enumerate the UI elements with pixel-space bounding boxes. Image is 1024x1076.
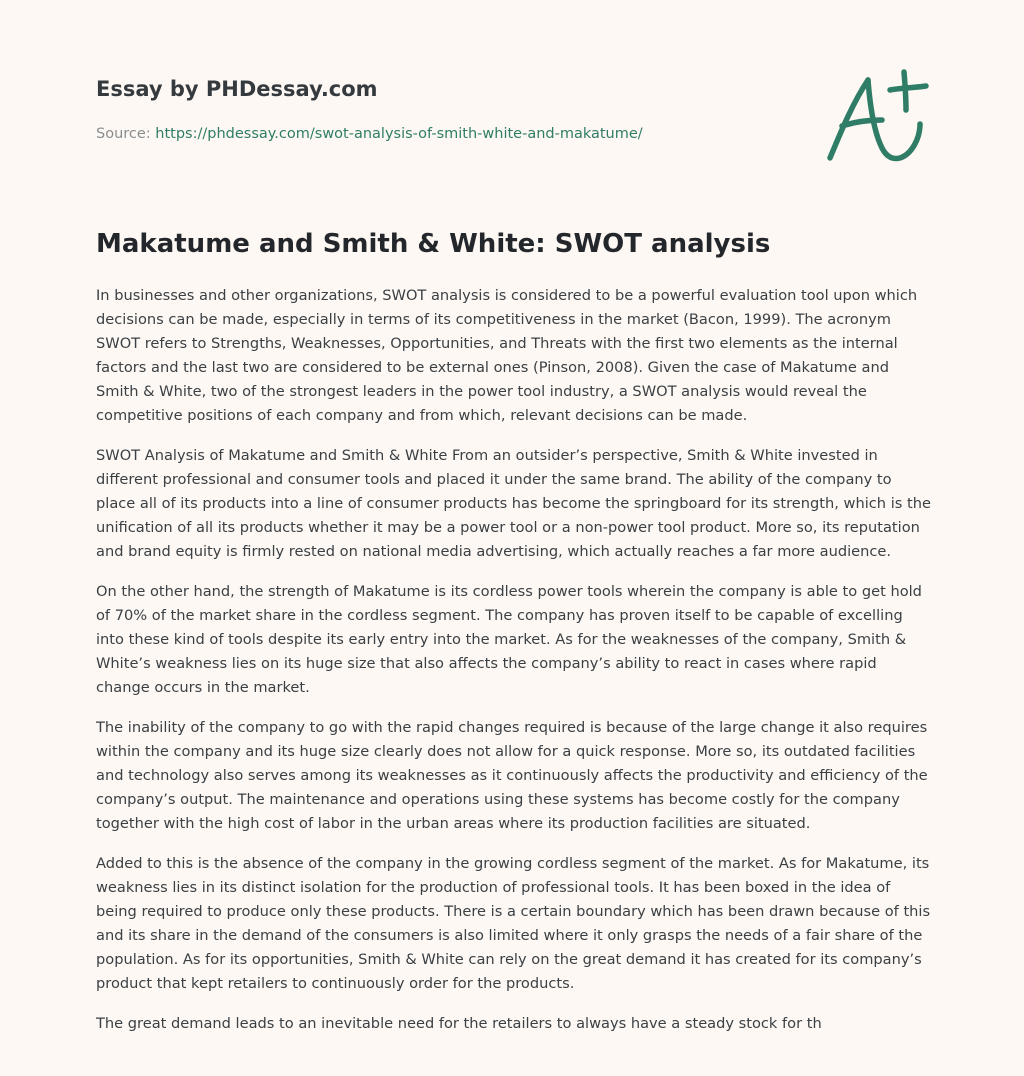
document-title: Makatume and Smith & White: SWOT analysis <box>96 229 771 259</box>
source-label: Source: <box>96 126 151 142</box>
a-plus-logo-icon <box>822 66 932 166</box>
paragraph: The great demand leads to an inevitable need for the retailers to always have a steady stock for th <box>96 1015 822 1032</box>
site-title: Essay by PHDessay.com <box>96 77 378 101</box>
source-line <box>96 124 796 144</box>
paragraph: In businesses and other organizations, SWOT analysis is considered to be a powerful evaluation tool upon which decisions can be made, especially in terms of its competitiveness in the market (Bacon, 1999). The acronym SWOT refers to Strengths, Weaknesses, Opportunities, and Threats with the first two elements as the internal factors and the last two are considered to be external ones (Pinson, 2008). Given the case of Makatume and Smith & White, two of the strongest leaders in the power tool industry, a SWOT analysis would reveal the competitive positions of each company and from which, relevant decisions can be made. <box>96 287 918 424</box>
source-link[interactable]: https://phdessay.com/swot-analysis-of-smith-white-and-makatume/ <box>155 126 643 142</box>
essay-header <box>96 74 796 144</box>
paragraph: Added to this is the absence of the company in the growing cordless segment of the market. As for Makatume, its weakness lies in its distinct isolation for the production of professional tools. It has been boxed in the idea of being required to produce only these products. There is a certain boundary which has been drawn because of this and its share in the demand of the consumers is also limited where it only grasps the needs of a fair share of the population. As for its opportunities, Smith & White can rely on the great demand it has created for its company’s product that kept retailers to continuously order for the products. <box>96 855 931 992</box>
paragraph: SWOT Analysis of Makatume and Smith & White From an outsider’s perspective, Smith & White invested in different professional and consumer tools and placed it under the same brand. The ability of the company to place all of its products into a line of consumer products has become the springboard for its strength, which is the unification of all its products whether it may be a power tool or a non-power tool product. More so, its reputation and brand equity is firmly rested on national media advertising, which actually reaches a far more audience. <box>96 447 931 560</box>
essay-body <box>96 284 932 1052</box>
paragraph: The inability of the company to go with the rapid changes required is because of the large change it also requires within the company and its huge size clearly does not allow for a quick response. More so, its outdated facilities and technology also serves among its weaknesses as it continuously affects the productivity and efficiency of the company’s output. The maintenance and operations using these systems has become costly for the company together with the high cost of labor in the urban areas where its production facilities are situated. <box>96 719 928 832</box>
paragraph: On the other hand, the strength of Makatume is its cordless power tools wherein the company is able to get hold of 70% of the market share in the cordless segment. The company has proven itself to be capable of excelling into these kind of tools despite its early entry into the market. As for the weaknesses of the company, Smith & White’s weakness lies on its huge size that also affects the company’s ability to react in cases where rapid change occurs in the market. <box>96 583 922 696</box>
